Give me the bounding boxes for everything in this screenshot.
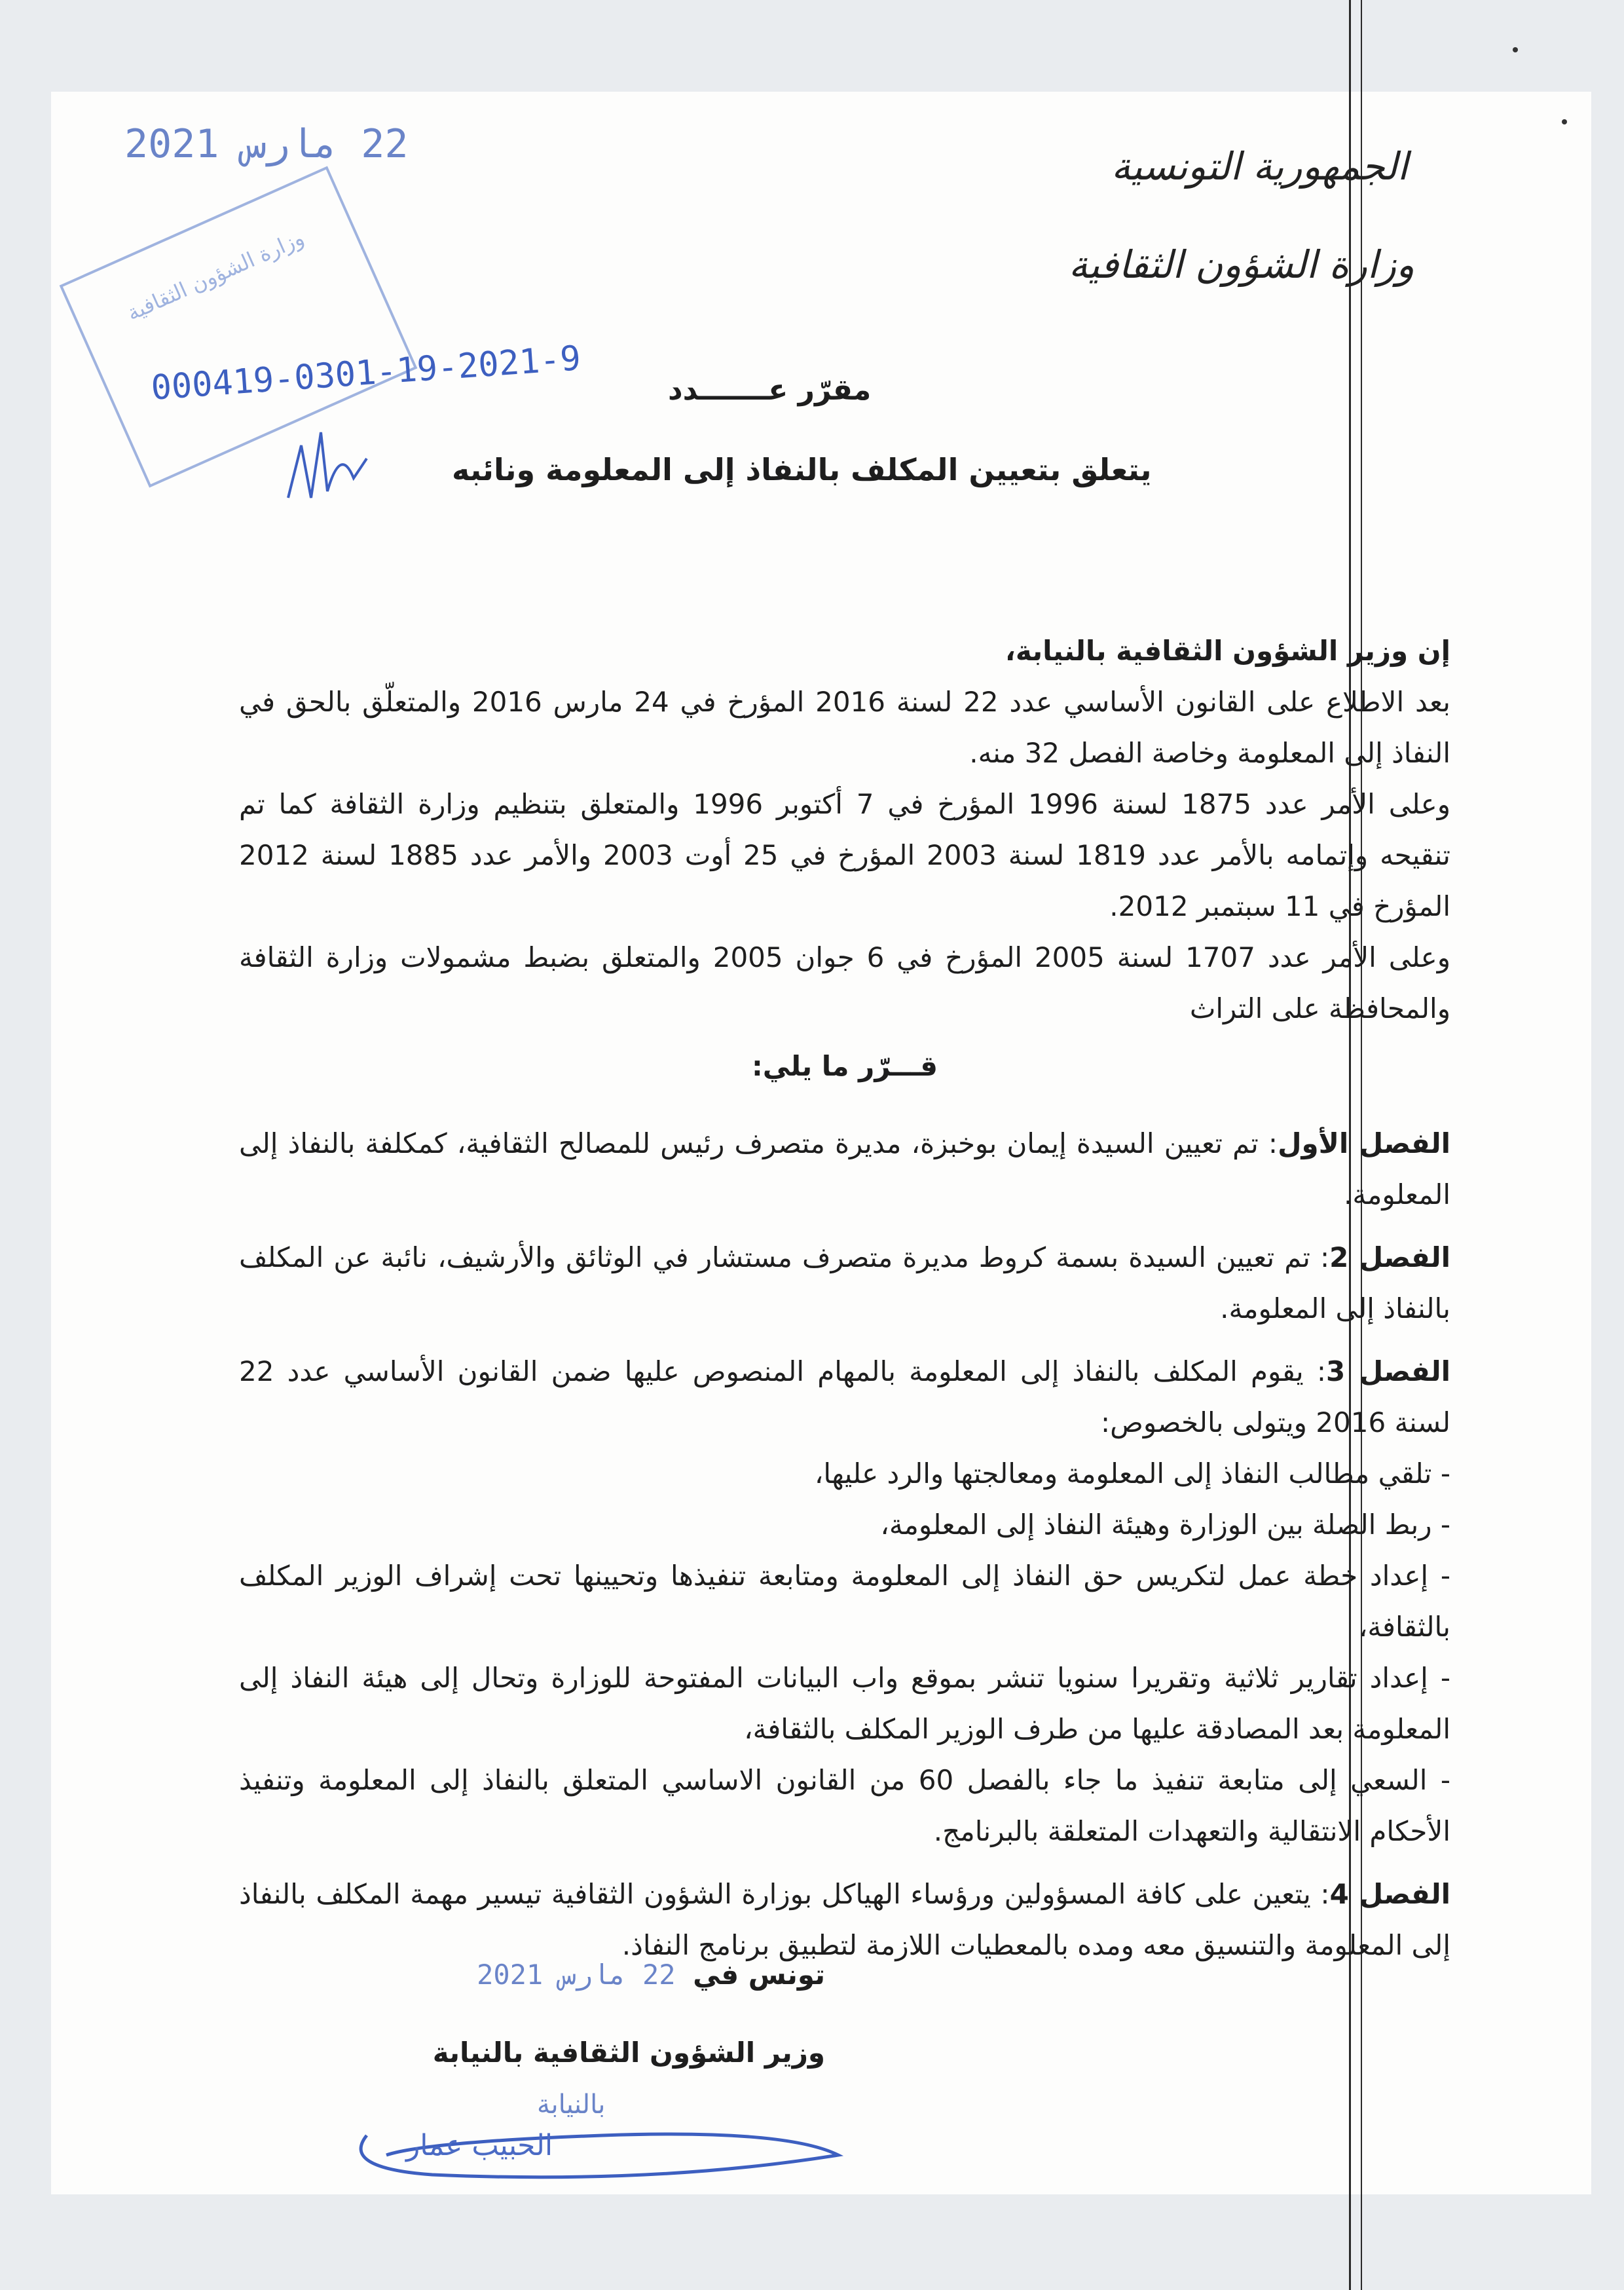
article-3-bullet: - تلقي مطالب النفاذ إلى المعلومة ومعالجتها والرد عليها، (814, 1457, 1450, 1490)
article-3-bullet: - إعداد خطة عمل لتكريس حق النفاذ إلى المعلومة ومتابعة تنفيذها وتحيينها تحت إشراف الوزير المكلف بالثقافة، (239, 1560, 1450, 1643)
place-date-line (367, 1959, 825, 1991)
article-text: : تم تعيين السيدة إيمان بوخبزة، مديرة متصرف رئيس للمصالح الثقافية، كمكلفة بالنفاذ إلى المعلومة. (239, 1127, 1450, 1211)
signatory-name: الحبيب عمار (406, 2129, 553, 2162)
decree-subject: يتعلق بتعيين المكلف بالنفاذ إلى المعلومة ونائبه (452, 452, 1152, 487)
signature-block (367, 1959, 825, 2069)
signature-stamp-line: بالنيابة (537, 2090, 606, 2120)
recital: وعلى الأمر عدد 1707 لسنة 2005 المؤرخ في 6 جوان 2005 والمتعلق بضبط مشمولات وزارة الثقافة والمحافظة على التراث (239, 941, 1450, 1024)
decided-heading: قـــرّر ما يلي: (751, 1050, 938, 1082)
article-1 (239, 1118, 1450, 1220)
speck (1513, 47, 1518, 52)
decree-body (239, 626, 1450, 1971)
article-3 (239, 1346, 1450, 1448)
minister-title: وزير الشؤون الثقافية بالنيابة (432, 2037, 825, 2069)
article-label: الفصل 4 (1329, 1878, 1450, 1910)
received-date-stamp: 22 مارس 2021 (124, 121, 409, 167)
article-label: الفصل 2 (1329, 1241, 1451, 1273)
decree-label: مقرّر عـــــــدد (668, 373, 872, 407)
article-text: : يتعين على كافة المسؤولين ورؤساء الهياكل بوزارة الشؤون الثقافية تيسير مهمة المكلف بالنفاذ إلى المعلومة والتنسيق معه ومده بالمعطيات اللازمة لتطبيق برنامج النفاذ. (239, 1878, 1450, 1961)
decree-number: 000419-0301-19-2021-9 (149, 339, 582, 408)
recital: بعد الاطلاع على القانون الأساسي عدد 22 لسنة 2016 المؤرخ في 24 مارس 2016 والمتعلّق بالحق في النفاذ إلى المعلومة وخاصة الفصل 32 منه. (239, 686, 1450, 769)
article-text: : تم تعيين السيدة بسمة كروط مديرة متصرف مستشار في الوثائق والأرشيف، نائبة عن المكلف بالنفاذ إلى المعلومة. (239, 1241, 1450, 1324)
registry-stamp-text: وزارة الشؤون الثقافية (123, 225, 308, 326)
article-label: الفصل 3 (1326, 1355, 1451, 1387)
article-4 (239, 1869, 1450, 1971)
place-label: تونس في (693, 1959, 825, 1991)
article-3-bullet: - إعداد تقارير ثلاثية وتقريرا سنويا تنشر بموقع واب البيانات المفتوحة للوزارة وتحال إلى هيئة النفاذ إلى المعلومة بعد المصادقة عليها من طرف الوزير المكلف بالثقافة، (239, 1662, 1450, 1745)
ministry-header: وزارة الشؤون الثقافية (1068, 242, 1414, 287)
article-text: : يقوم المكلف بالنفاذ إلى المعلومة بالمهام المنصوص عليها ضمن القانون الأساسي عدد 22 لسنة 2016 ويتولى بالخصوص: (239, 1355, 1450, 1438)
signature-date: 22 مارس 2021 (477, 1959, 676, 1991)
article-3-bullet: - ربط الصلة بين الوزارة وهيئة النفاذ إلى المعلومة، (880, 1509, 1450, 1541)
article-3-bullet: - السعي إلى متابعة تنفيذ ما جاء بالفصل 60 من القانون الاساسي المتعلق بالنفاذ إلى المعلومة وتنفيذ الأحكام الانتقالية والتعهدات المتعلقة بالبرنامج. (239, 1764, 1450, 1847)
initials-signature (282, 419, 373, 517)
speck (1562, 119, 1567, 124)
article-label: الفصل الأول (1278, 1127, 1450, 1159)
article-2 (239, 1232, 1450, 1334)
preamble: إن وزير الشؤون الثقافية بالنيابة، (1005, 635, 1450, 667)
republic-header: الجمهورية التونسية (1111, 144, 1408, 189)
recital: وعلى الأمر عدد 1875 لسنة 1996 المؤرخ في 7 أكتوبر 1996 والمتعلق بتنظيم وزارة الثقافة كما تم تنقيحه وإتمامه بالأمر عدد 1819 لسنة 2003 المؤرخ في 25 أوت 2003 والأمر عدد 1885 لسنة 2012 المؤرخ في 11 سبتمبر 2012. (239, 788, 1450, 922)
